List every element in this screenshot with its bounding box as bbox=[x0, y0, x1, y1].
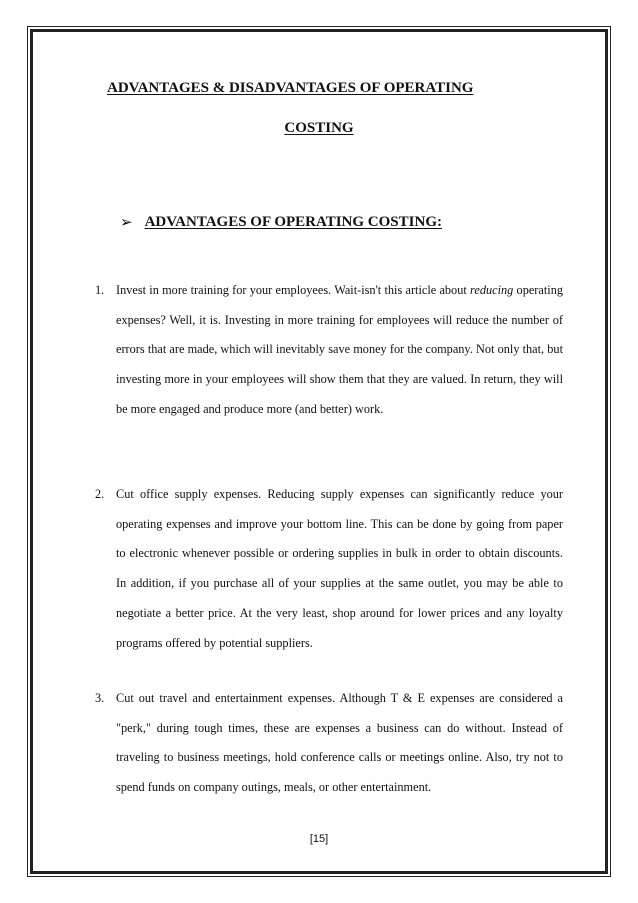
list-item-body bbox=[116, 684, 563, 803]
list-item-text: Reducing supply expenses can significantly reduce your operating expenses and improve your bottom line. This can be done by going from paper to electronic whenever possible or ordering supplies in bulk in order to obtain discounts. In addition, if you purchase all of your supplies at the same outlet, you may be able to negotiate a better price. At the very least, shop around for lower prices and any loyalty programs offered by potential suppliers. bbox=[116, 487, 563, 650]
list-item-text: Although T & E expenses are considered a "perk," during tough times, these are expenses a business can do without. Instead of traveling to business meetings, hold conference calls or meetings online. Also, try not to spend funds on company outings, meals, or other entertainment. bbox=[116, 691, 564, 795]
list-item-lead: Invest in more training for your employees. bbox=[116, 283, 332, 297]
list-item-lead: Cut out travel and entertainment expenses. bbox=[116, 691, 336, 705]
page-number: [15] bbox=[309, 833, 329, 845]
list-item-number: 2. bbox=[95, 487, 105, 501]
page-title-line-1: ADVANTAGES & DISADVANTAGES OF OPERATING bbox=[107, 80, 474, 96]
list-item bbox=[95, 480, 563, 658]
list-item bbox=[95, 684, 563, 803]
list-item-number: 1. bbox=[95, 283, 105, 297]
page-title-line-2: COSTING bbox=[284, 120, 354, 136]
section-heading-label: ADVANTAGES OF OPERATING COSTING: bbox=[144, 213, 442, 230]
list-item-lead: Cut office supply expenses. bbox=[116, 487, 262, 501]
list-item-number: 3. bbox=[95, 691, 105, 705]
list-item bbox=[95, 276, 563, 425]
arrow-bullet-icon: ➢ bbox=[120, 213, 133, 231]
list-item-text: Wait-isn't this article about bbox=[331, 283, 471, 297]
list-item-body bbox=[116, 480, 563, 658]
list-item-text: operating expenses? Well, it is. Investing in more training for employees will reduce the number of errors that are made, which will inevitably save money for the company. Not only that, but investing more in your employees will show them that they are valued. In return, they will be more engaged and produce more (and better) work. bbox=[116, 283, 563, 416]
list-item-emphasis: reducing bbox=[470, 283, 514, 297]
list-item-body bbox=[116, 276, 563, 425]
section-heading bbox=[120, 213, 442, 231]
